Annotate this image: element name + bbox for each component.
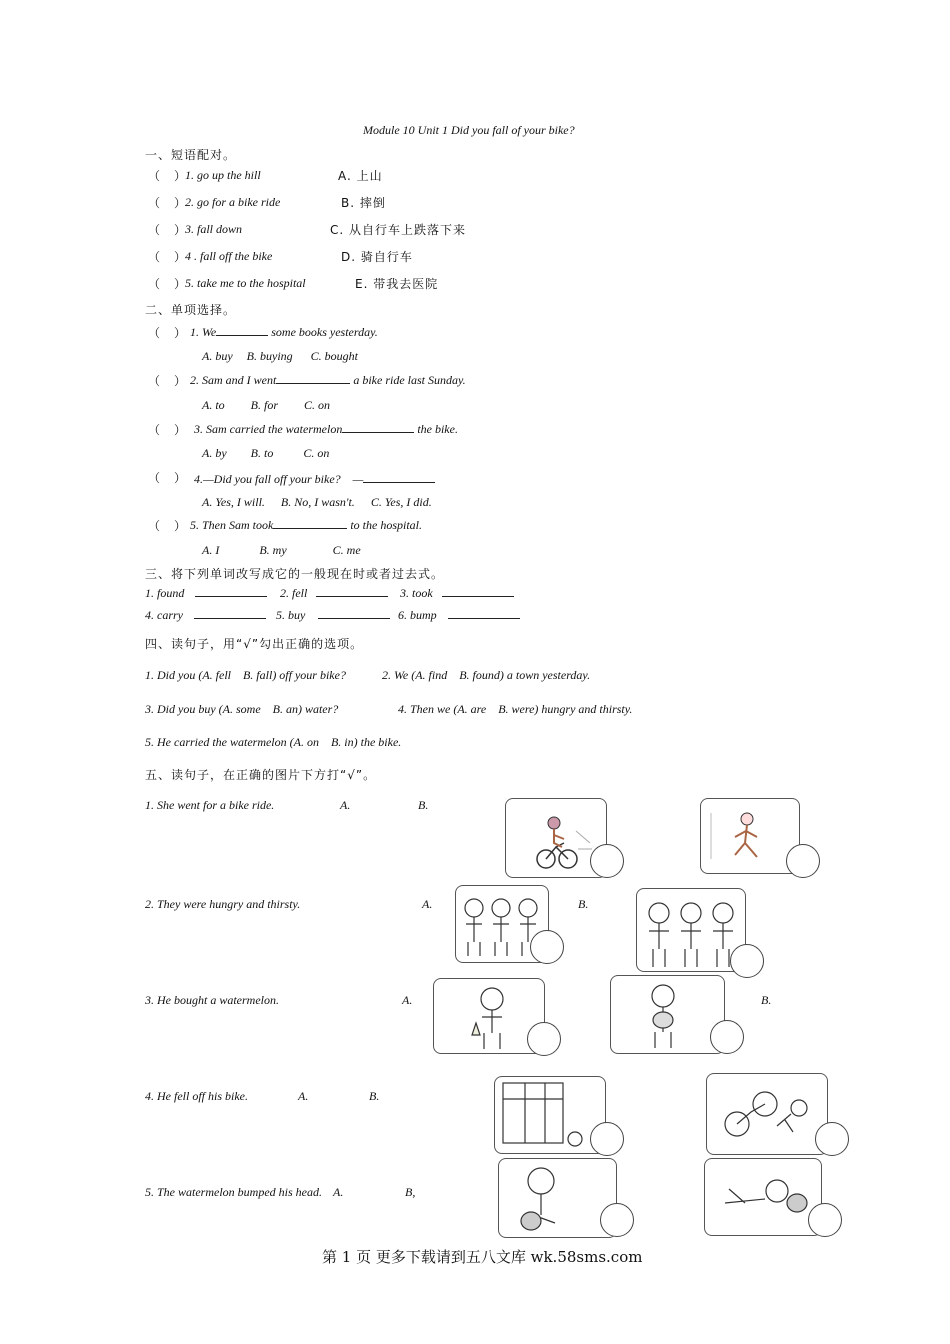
s2-answer-blank-5[interactable] bbox=[273, 528, 347, 529]
s4-item-3[interactable]: 3. Did you buy (A. some B. an) water? bbox=[145, 702, 339, 716]
s1-phrase-4: 4 . fall off the bike bbox=[185, 249, 273, 263]
s5-label-b-4: B. bbox=[369, 1089, 380, 1103]
s3-blank-6[interactable] bbox=[448, 618, 520, 619]
s5-label-a-2: A. bbox=[422, 897, 433, 911]
s1-paren-4: （ ） bbox=[148, 250, 188, 264]
section-4-heading: 四、读句子，用“√”勾出正确的选项。 bbox=[145, 637, 364, 651]
s4-item-5[interactable]: 5. He carried the watermelon (A. on B. in) the bike. bbox=[145, 735, 402, 749]
s2-options-3: A. by B. to C. on bbox=[202, 446, 330, 460]
s2-paren-1: （ ） bbox=[148, 326, 188, 340]
s1-phrase-3: 3. fall down bbox=[185, 222, 243, 236]
three-kids-drawing-b bbox=[637, 889, 745, 971]
s5-label-a-5: A. bbox=[333, 1185, 344, 1199]
s3-blank-3[interactable] bbox=[442, 596, 514, 597]
s5-sentence-3: 3. He bought a watermelon. bbox=[145, 993, 279, 1007]
s1-paren-2: （ ） bbox=[148, 196, 188, 210]
s1-paren-5: （ ） bbox=[148, 277, 188, 291]
s3-word-4: 4. carry bbox=[145, 608, 266, 623]
boy-watermelon-drawing bbox=[611, 976, 724, 1053]
answer-circle-1b[interactable] bbox=[786, 844, 820, 878]
s1-phrase-2: 2. go for a bike ride bbox=[185, 195, 281, 209]
picture-boy-fell-off-bike bbox=[706, 1073, 828, 1155]
s4-item-4[interactable]: 4. Then we (A. are B. were) hungry and thirsty. bbox=[398, 702, 633, 716]
s5-label-a-1: A. bbox=[340, 798, 351, 812]
s2-answer-blank-2[interactable] bbox=[276, 383, 350, 384]
s1-phrase-1: 1. go up the hill bbox=[185, 168, 261, 182]
answer-circle-2b[interactable] bbox=[730, 944, 764, 978]
picture-bus-accident bbox=[494, 1076, 606, 1154]
s2-paren-4: （ ） bbox=[148, 471, 188, 485]
s2-paren-5: （ ） bbox=[148, 519, 188, 533]
s4-item-1[interactable]: 1. Did you (A. fell B. fall) off your bike? bbox=[145, 668, 346, 682]
s2-question-1: 1. We some books yesterday. bbox=[190, 325, 378, 339]
s5-label-b-1: B. bbox=[418, 798, 429, 812]
answer-circle-4a[interactable] bbox=[590, 1122, 624, 1156]
answer-circle-4b[interactable] bbox=[815, 1122, 849, 1156]
section-3-heading: 三、将下列单词改写成它的一般现在时或者过去式。 bbox=[145, 567, 445, 581]
s2-answer-blank-3[interactable] bbox=[342, 432, 414, 433]
s3-word-1: 1. found bbox=[145, 586, 267, 601]
s3-word-2: 2. fell bbox=[280, 586, 388, 601]
s2-answer-blank-4[interactable] bbox=[363, 482, 435, 483]
s3-blank-4[interactable] bbox=[194, 618, 266, 619]
section-2-heading: 二、单项选择。 bbox=[145, 303, 237, 317]
boy-sitting-drawing bbox=[499, 1159, 616, 1237]
answer-circle-3b[interactable] bbox=[710, 1020, 744, 1054]
s1-meaning-2: B. 摔倒 bbox=[341, 196, 386, 210]
picture-boy-sitting-watermelon bbox=[498, 1158, 617, 1238]
picture-boy-with-watermelon bbox=[610, 975, 725, 1054]
s3-word-5: 5. buy bbox=[276, 608, 390, 623]
s1-meaning-1: A. 上山 bbox=[338, 169, 383, 183]
s2-options-5: A. I B. my C. me bbox=[202, 543, 361, 557]
s2-paren-2: （ ） bbox=[148, 374, 188, 388]
fell-off-bike-drawing bbox=[707, 1074, 827, 1154]
s5-label-a-3: A. bbox=[402, 993, 413, 1007]
s1-meaning-5: E. 带我去医院 bbox=[355, 277, 439, 291]
s5-sentence-1: 1. She went for a bike ride. bbox=[145, 798, 275, 812]
s2-question-2: 2. Sam and I went a bike ride last Sunday. bbox=[190, 373, 466, 387]
s5-label-b-3: B. bbox=[761, 993, 772, 1007]
picture-boy-running bbox=[700, 798, 800, 874]
s2-question-5: 5. Then Sam took to the hospital. bbox=[190, 518, 422, 532]
s1-paren-3: （ ） bbox=[148, 223, 188, 237]
s5-label-b-2: B. bbox=[578, 897, 589, 911]
s1-meaning-3: C. 从自行车上跌落下来 bbox=[330, 223, 467, 237]
s5-sentence-5: 5. The watermelon bumped his head. bbox=[145, 1185, 322, 1199]
answer-circle-5a[interactable] bbox=[600, 1203, 634, 1237]
s5-sentence-4: 4. He fell off his bike. bbox=[145, 1089, 248, 1103]
s4-item-2[interactable]: 2. We (A. find B. found) a town yesterday. bbox=[382, 668, 591, 682]
answer-circle-3a[interactable] bbox=[527, 1022, 561, 1056]
page-footer: 第 1 页 更多下载请到五八文库 wk.58sms.com bbox=[322, 1248, 643, 1266]
answer-circle-1a[interactable] bbox=[590, 844, 624, 878]
s3-word-6: 6. bump bbox=[398, 608, 520, 623]
s2-options-2: A. to B. for C. on bbox=[202, 398, 331, 412]
s3-word-3: 3. took bbox=[400, 586, 514, 601]
s2-answer-blank-1[interactable] bbox=[216, 335, 268, 336]
s1-phrase-5: 5. take me to the hospital bbox=[185, 276, 306, 290]
answer-circle-5b[interactable] bbox=[808, 1203, 842, 1237]
s2-options-4: A. Yes, I will. B. No, I wasn't. C. Yes, I did. bbox=[202, 495, 432, 509]
s5-label-b-5: B, bbox=[405, 1185, 416, 1199]
picture-boy-lying-watermelon bbox=[704, 1158, 822, 1236]
s3-blank-1[interactable] bbox=[195, 596, 267, 597]
s3-blank-5[interactable] bbox=[318, 618, 390, 619]
bus-drawing bbox=[495, 1077, 605, 1153]
s1-paren-1: （ ） bbox=[148, 169, 188, 183]
s2-paren-3: （ ） bbox=[148, 423, 188, 437]
answer-circle-2a[interactable] bbox=[530, 930, 564, 964]
boy-lying-drawing bbox=[705, 1159, 821, 1235]
s5-label-a-4: A. bbox=[298, 1089, 309, 1103]
section-5-heading: 五、读句子，在正确的图片下方打“√”。 bbox=[145, 768, 377, 782]
section-1-heading: 一、短语配对。 bbox=[145, 148, 237, 162]
boy-running-drawing bbox=[701, 799, 799, 873]
s3-blank-2[interactable] bbox=[316, 596, 388, 597]
s1-meaning-4: D. 骑自行车 bbox=[341, 250, 413, 264]
page-title: Module 10 Unit 1 Did you fall of your bike? bbox=[363, 123, 575, 137]
s2-options-1: A. buy B. buying C. bought bbox=[202, 349, 358, 363]
s2-question-4: 4.—Did you fall off your bike? — bbox=[194, 470, 435, 487]
s2-question-3: 3. Sam carried the watermelon the bike. bbox=[194, 422, 458, 436]
s5-sentence-2: 2. They were hungry and thirsty. bbox=[145, 897, 301, 911]
